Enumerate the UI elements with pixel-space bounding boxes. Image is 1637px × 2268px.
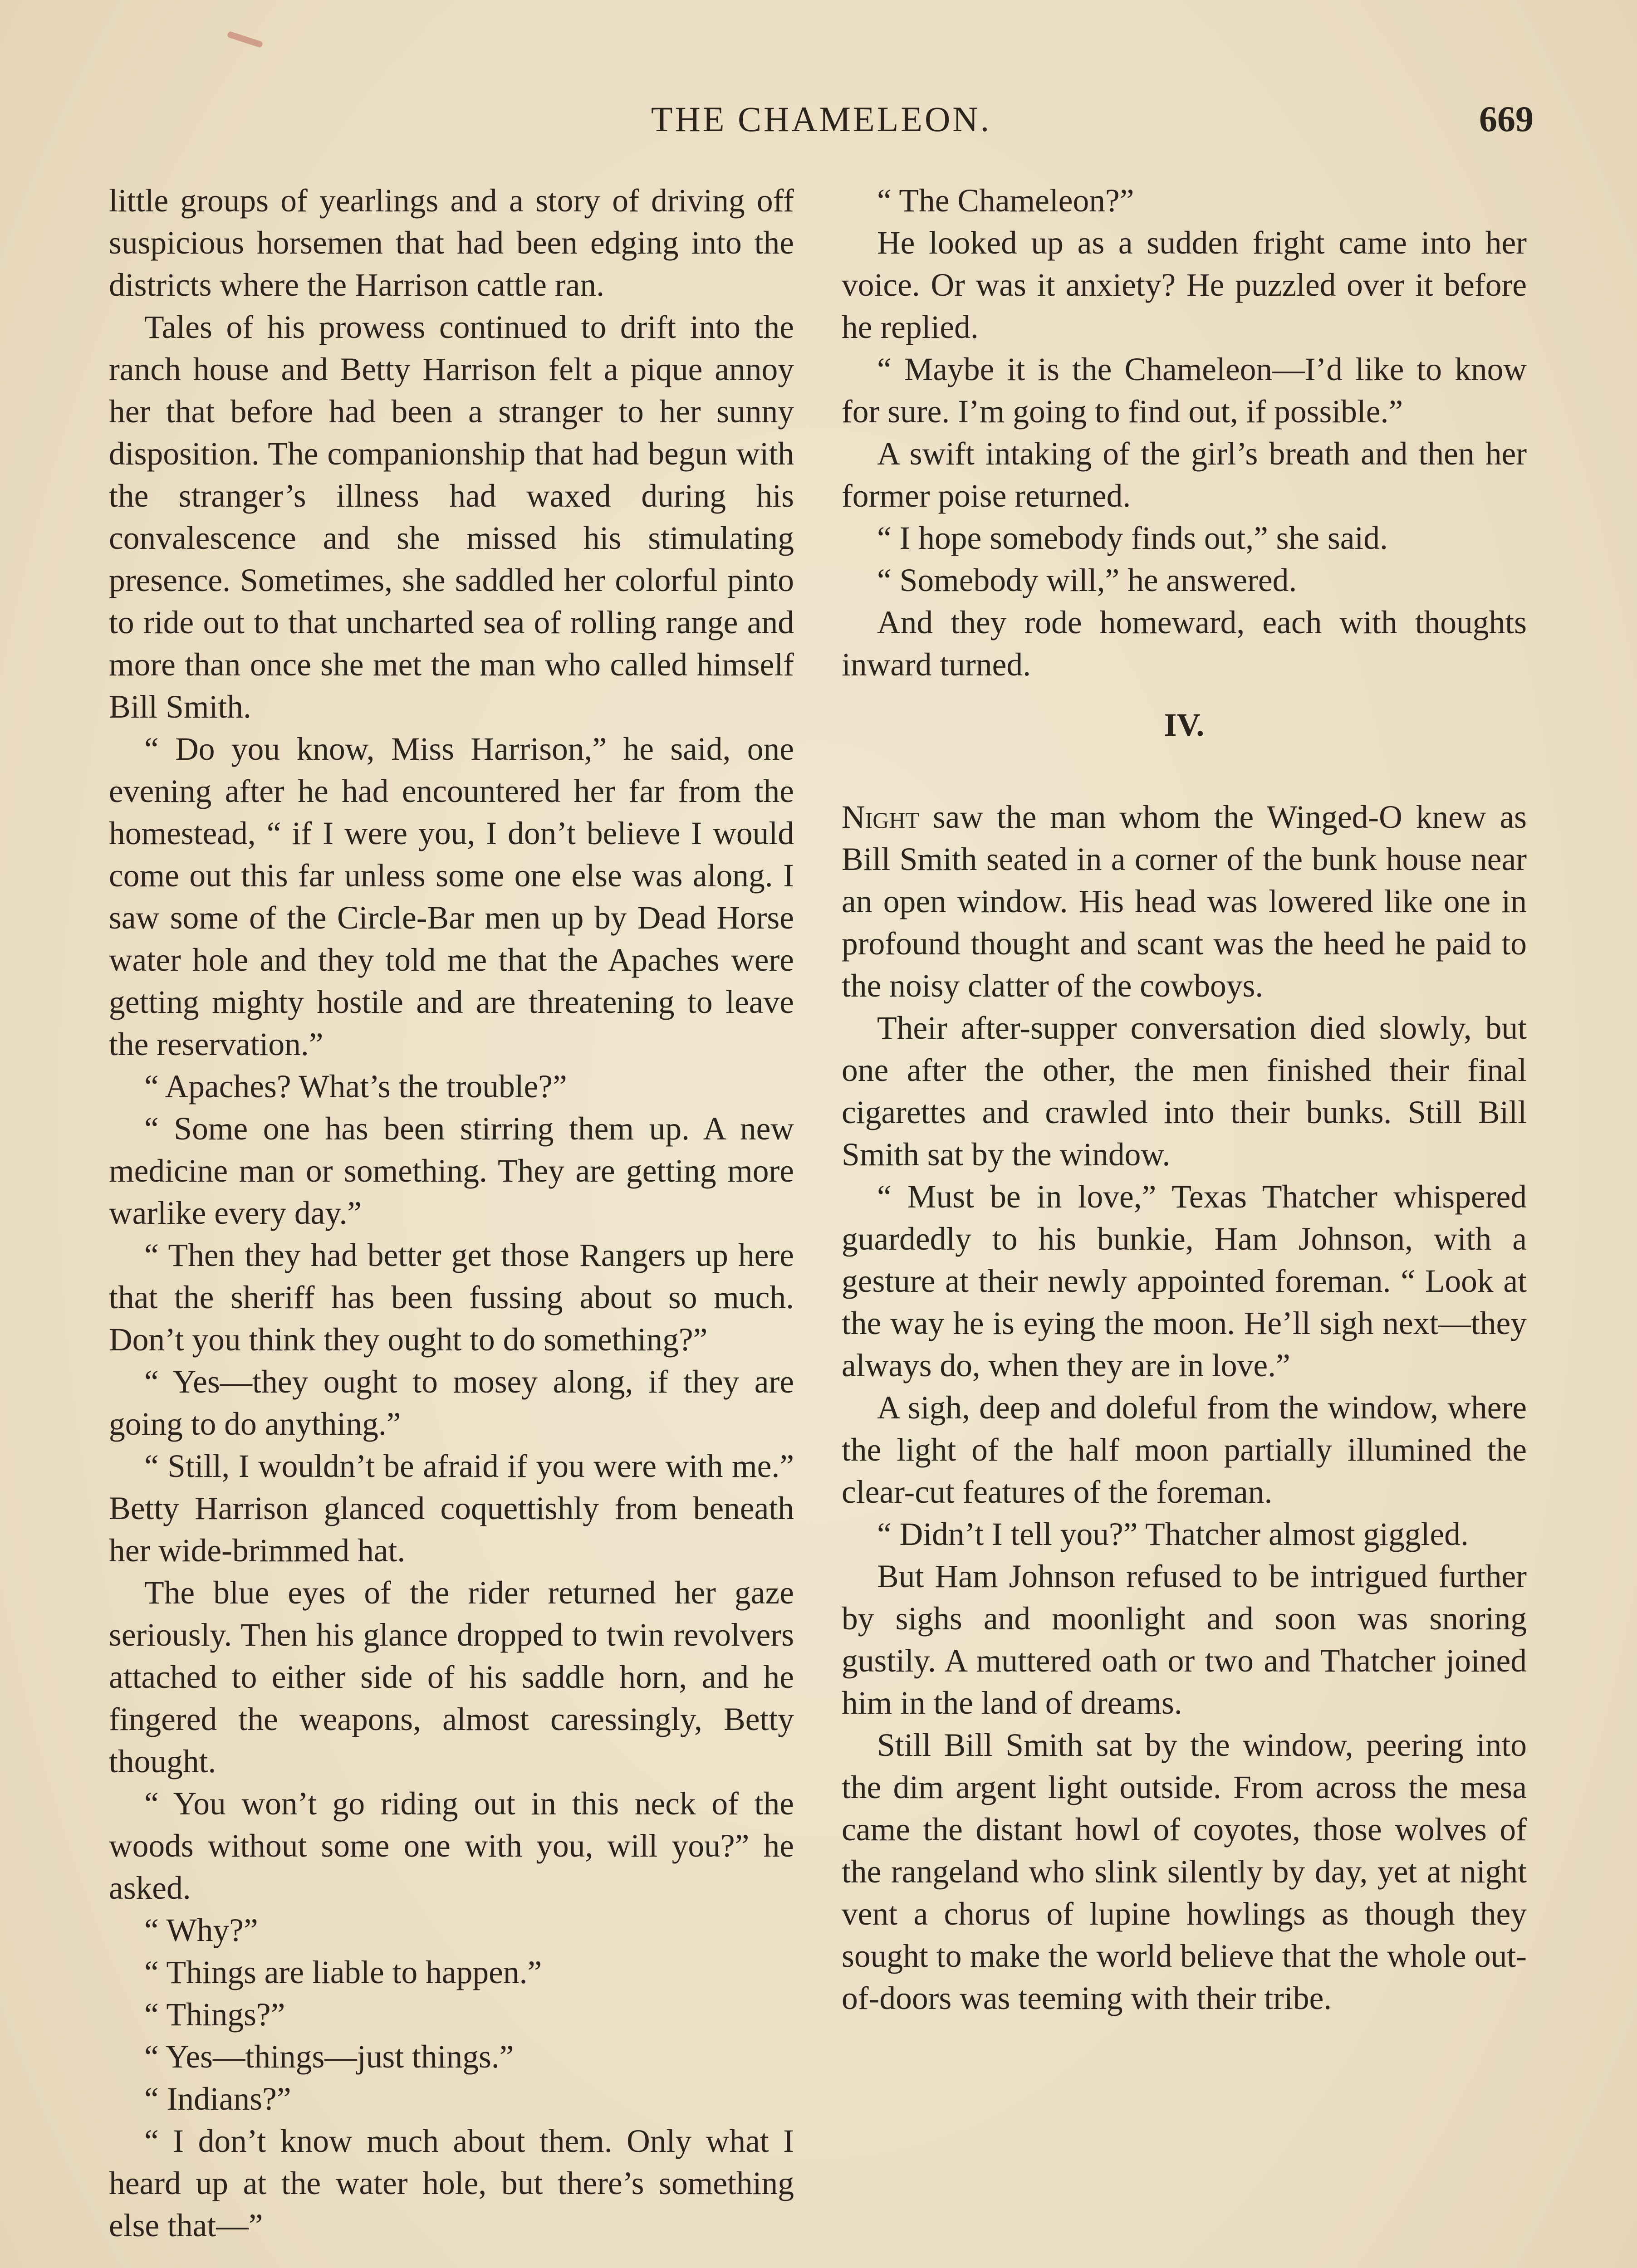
paragraph: Tales of his prowess continued to drift into the ranch house and Betty Harrison felt a pique annoy her that before had been a stranger to her sunny disposition. The companionship that had begun with the stranger’s illness had waxed during his convalescence and she missed his stimulating presence. Sometimes, she saddled her colorful pinto to ride out to that uncharted sea of rolling range and more than once she met the man who called himself Bill Smith. bbox=[109, 309, 794, 725]
paragraph: “ Apaches? What’s the trouble?” bbox=[144, 1069, 567, 1105]
section-opening-paragraph bbox=[842, 796, 1527, 1007]
paragraph: “ Then they had better get those Rangers up here that the sheriff has been fussing about so much. Don’t you think they ought to do something?” bbox=[109, 1237, 794, 1358]
paragraph: “ Some one has been stirring them up. A new medicine man or something. They are getting more warlike every day.” bbox=[109, 1111, 794, 1231]
paragraph: But Ham Johnson refused to be intrigued further by sighs and moonlight and soon was snoring gustily. A muttered oath or two and Thatcher joined him in the land of dreams. bbox=[842, 1559, 1527, 1721]
paragraph: “ Still, I wouldn’t be afraid if you were with me.” Betty Harrison glanced coquettishly from beneath her wide-brimmed hat. bbox=[109, 1448, 794, 1569]
paragraph: He looked up as a sudden fright came into her voice. Or was it anxiety? He puzzled over it before he replied. bbox=[842, 225, 1527, 345]
paragraph: “ Somebody will,” he answered. bbox=[877, 562, 1297, 598]
paragraph: Still Bill Smith sat by the window, peering into the dim argent light outside. From across the mesa came the distant howl of coyotes, those wolves of the rangeland who slink silently by day, yet at night vent a chorus of lupine howlings as though they sought to make the world believe that the whole out-of-doors was teeming with their tribe. bbox=[842, 1727, 1527, 2016]
opening-text: saw the man whom the Winged-O knew as Bill Smith seated in a corner of the bunk house near an open window. His head was lowered like one in profound thought and scant was the heed he paid to the noisy clatter of the cowboys. bbox=[842, 799, 1527, 1004]
continued-paragraph: little groups of yearlings and a story of driving off suspicious horsemen that had been edging into the districts where the Harrison cattle ran. bbox=[109, 183, 794, 303]
paragraph: “ I don’t know much about them. Only what I heard up at the water hole, but there’s something else that—” bbox=[109, 2123, 794, 2244]
running-title: THE CHAMELEON. bbox=[651, 99, 992, 139]
paragraph: A swift intaking of the girl’s breath and then her former poise returned. bbox=[842, 436, 1527, 514]
ink-stain bbox=[227, 31, 263, 48]
paragraph: “ The Chameleon?” bbox=[877, 183, 1134, 219]
paragraph: “ Indians?” bbox=[144, 2081, 291, 2117]
paragraph: “ Yes—they ought to mosey along, if they are going to do anything.” bbox=[109, 1364, 794, 1442]
paragraph: “ Didn’t I tell you?” Thatcher almost giggled. bbox=[877, 1516, 1469, 1552]
page-header bbox=[109, 91, 1534, 145]
paragraph: “ Things are liable to happen.” bbox=[144, 1955, 542, 1990]
paragraph: Their after-supper conversation died slowly, but one after the other, the men finished their final cigarettes and crawled into their bunks. Still Bill Smith sat by the window. bbox=[842, 1010, 1527, 1173]
paragraph: “ Maybe it is the Chameleon—I’d like to know for sure. I’m going to find out, if possible.” bbox=[842, 352, 1527, 430]
right-column bbox=[842, 180, 1527, 2019]
paragraph: And they rode homeward, each with thoughts inward turned. bbox=[842, 605, 1527, 683]
page-number: 669 bbox=[1479, 99, 1534, 139]
left-column bbox=[109, 180, 794, 2247]
paragraph: “ Why?” bbox=[144, 1912, 258, 1948]
paragraph: “ You won’t go riding out in this neck of the woods without some one with you, will you?” he asked. bbox=[109, 1786, 794, 1906]
paragraph: “ Must be in love,” Texas Thatcher whispered guardedly to his bunkie, Ham Johnson, with a gesture at their newly appointed foreman. “ Look at the way he is eying the moon. He’ll sigh next—they always do, when they are in love.” bbox=[842, 1179, 1527, 1383]
paragraph: A sigh, deep and doleful from the window, where the light of the half moon partially illumined the clear-cut features of the foreman. bbox=[842, 1390, 1527, 1510]
paragraph: “ Yes—things—just things.” bbox=[144, 2039, 514, 2075]
paragraph: “ Do you know, Miss Harrison,” he said, one evening after he had encountered her far from the homestead, “ if I were you, I don’t believe I would come out this far unless some one else was along. I saw some of the Circle-Bar men up by Dead Horse water hole and they told me that the Apaches were getting mighty hostile and are threatening to leave the reservation.” bbox=[109, 731, 794, 1062]
opening-smallcaps-word: Night bbox=[842, 799, 920, 835]
paragraph: “ Things?” bbox=[144, 1997, 285, 2033]
section-heading: IV. bbox=[1164, 707, 1205, 743]
paragraph: “ I hope somebody finds out,” she said. bbox=[877, 520, 1388, 556]
paragraph: The blue eyes of the rider returned her gaze seriously. Then his glance dropped to twin revolvers attached to either side of his saddle horn, and he fingered the weapons, almost caressingly, Betty thought. bbox=[109, 1575, 794, 1779]
